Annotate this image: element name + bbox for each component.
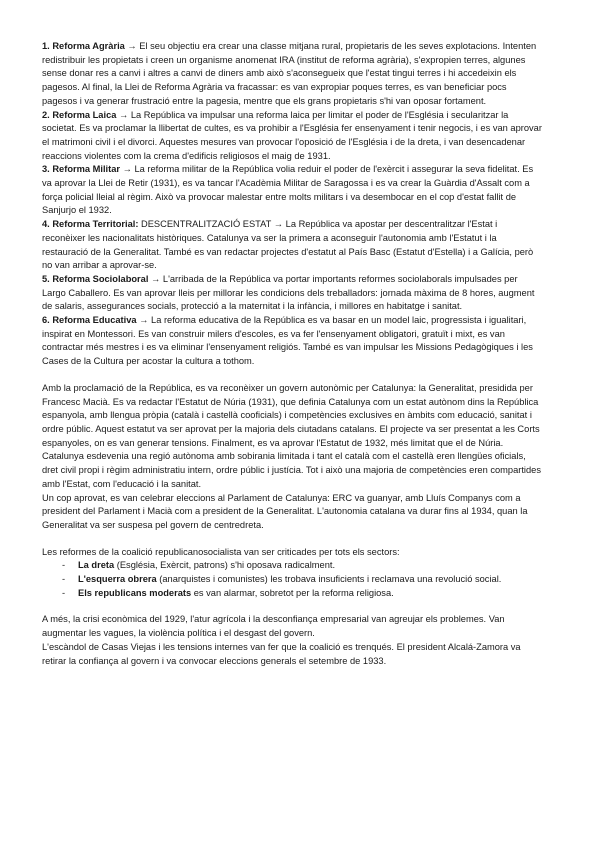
reform-title: 5. Reforma Sociolaboral [42,273,149,284]
reform-text: → La reforma militar de la República volia reduir el poder de l'exèrcit i assegurar la seva fidelitat. Es va aprovar la Llei de Retir (1931), es va tancar l'Acadèmia Militar de Saragossa i es va crear la Guàrdia d'Assalt com a força policial lleial al règim. Això va provocar malestar entre molts militars i va desembocar en el cop d'estat fallit de Sanjurjo el 1932. [42,164,534,216]
reform-agraria [42,40,542,109]
spacer [42,533,542,546]
list-item [62,587,542,601]
reform-sociolaboral [42,273,542,314]
closing-section [42,613,542,668]
reform-title: 3. Reforma Militar [42,164,121,175]
spacer [42,369,542,382]
reform-title: 2. Reforma Laica [42,109,117,120]
reform-territorial [42,218,542,273]
catalunya-paragraph-1: Amb la proclamació de la República, es va reconèixer un govern autonòmic per Catalunya: la Generalitat, presidida per Francesc Macià. Es va redactar l'Estatut de Núria (1931), que definia Catalunya com un estat autònom dins la República espanyola, amb llengua pròpia (català i castellà cooficials) i competències exclusives en àmbits com educació, sanitat i ordre públic. Aquest estatut va ser aprovat per la majoria dels ciutadans catalans. El projecte va ser presentat a les Corts espanyoles, on es van generar tensions. Finalment, es va aprovar l'Estatut de 1932, més limitat que el de Núria. Catalunya esdevenia una regió autònoma amb sobirania limitada i tant el català com el castellà eren llengües oficials, dret civil propi i règim administratiu intern, ordre públic i justícia. Tot i això una majoria de competències eren compartides amb l'Estat, com l'educació i la sanitat. [42,382,541,489]
sector-name: La dreta [78,560,115,571]
list-item [62,559,542,573]
reform-title: 6. Reforma Educativa [42,315,137,326]
reform-title: 4. Reforma Territorial: [42,219,139,230]
closing-paragraph-1: A més, la crisi econòmica del 1929, l'atur agrícola i la desconfiança empresarial van agreujar els problemes. Van augmentar les vagues, la violència política i el desgast del govern. [42,614,505,639]
reform-text: → La reforma educativa de la República es va basar en un model laic, progressista i igualitari, inspirat en Montessori. Es van construir milers d'escoles, es va fer l'ensenyament obligatori, gratuït i mixt, es van contractar més mestres i es va eliminar l'ensenyament religiós. També es van impulsar les Missions Pedagògiques i les Cases de la Cultura per acostar la cultura a tothom. [42,315,533,367]
reform-text: DESCENTRALITZACIÓ ESTAT → La República va apostar per descentralitzar l'Estat i reconèixer les nacionalitats històriques. Catalunya va ser la primera a aconseguir l'autonomia amb l'Estatut i la restauració de la Generalitat. També es van redactar projectes d'estatut al País Basc (Estatut d'Estella) i a Galícia, però no van arribar a aprovar-se. [42,219,534,271]
catalunya-paragraph-2: Un cop aprovat, es van celebrar eleccions al Parlament de Catalunya: ERC va guanyar, amb Lluís Companys com a president del Parlament i Macià com a president de la Generalitat. L'autonomia catalana va durar fins al 1934, quan la Generalitat va ser suspesa pel govern de centredreta. [42,492,528,530]
list-item [62,573,542,587]
sector-text: (Església, Exèrcit, patrons) s'hi oposava radicalment. [114,560,336,571]
reforms-section [42,40,542,369]
closing-paragraph-2: L'escàndol de Casas Viejas i les tensions internes van fer que la coalició es trenqués. El president Alcalá-Zamora va retirar la confiança al govern i va convocar eleccions generals el setembre de 1933. [42,641,521,666]
reform-militar [42,163,542,218]
coalition-intro: Les reformes de la coalició republicanosocialista van ser criticades per tots els sectors: [42,546,400,557]
catalunya-section [42,382,542,533]
sector-text: (anarquistes i comunistes) les trobava insuficients i reclamava una revolució social. [156,574,502,585]
sector-name: Els republicans moderats [78,587,192,598]
reform-text: → L'arribada de la República va portar importants reformes sociolaborals impulsades per Largo Caballero. Es van aprovar lleis per millorar les condicions dels treballadors: jornada màxima de 8 hores, augment de salaris, assegurances socials, protecció a la maternitat i la infància, i millores en habitatge i sanitat. [42,273,535,312]
reform-educativa [42,314,542,369]
spacer [42,600,542,613]
sectors-list [42,559,542,600]
reform-laica [42,109,542,164]
reform-title: 1. Reforma Agrària [42,41,125,51]
sector-text: es van alarmar, sobretot per la reforma religiosa. [191,587,394,598]
sector-name: L'esquerra obrera [78,574,157,585]
coalition-section [42,546,542,601]
reform-text: → El seu objectiu era crear una classe mitjana rural, propietaris de les seves explotacions. Intenten redistribuir les propietats i creen un organisme anomenat IRA (institut de reforma agrària), s'expropien terres, algunes sense donar res a canvi i altres a canvi de diners amb això s'aconsegueix que l'estat tingui terres i hi accedeixin els pagesos. Al final, la Llei de Reforma Agrària va fracassar: es van expropiar poques terres, es van beneficiar pocs pagesos i va generar frustració entre la pagesia, mentre que els grans propietaris s'hi van oposar fortament. [42,41,537,106]
reform-text: → La República va impulsar una reforma laica per limitar el poder de l'Església i secularitzar la societat. Es va proclamar la llibertat de cultes, es va prohibir a l'Església fer ensenyament i tenir negocis, i es van aprovar el matrimoni civil i el divorci. Aquestes mesures van provocar l'oposició de l'Església i de la dreta, i van desencadenar reaccions violentes com la crema d'edificis religiosos el maig de 1931. [42,109,542,161]
